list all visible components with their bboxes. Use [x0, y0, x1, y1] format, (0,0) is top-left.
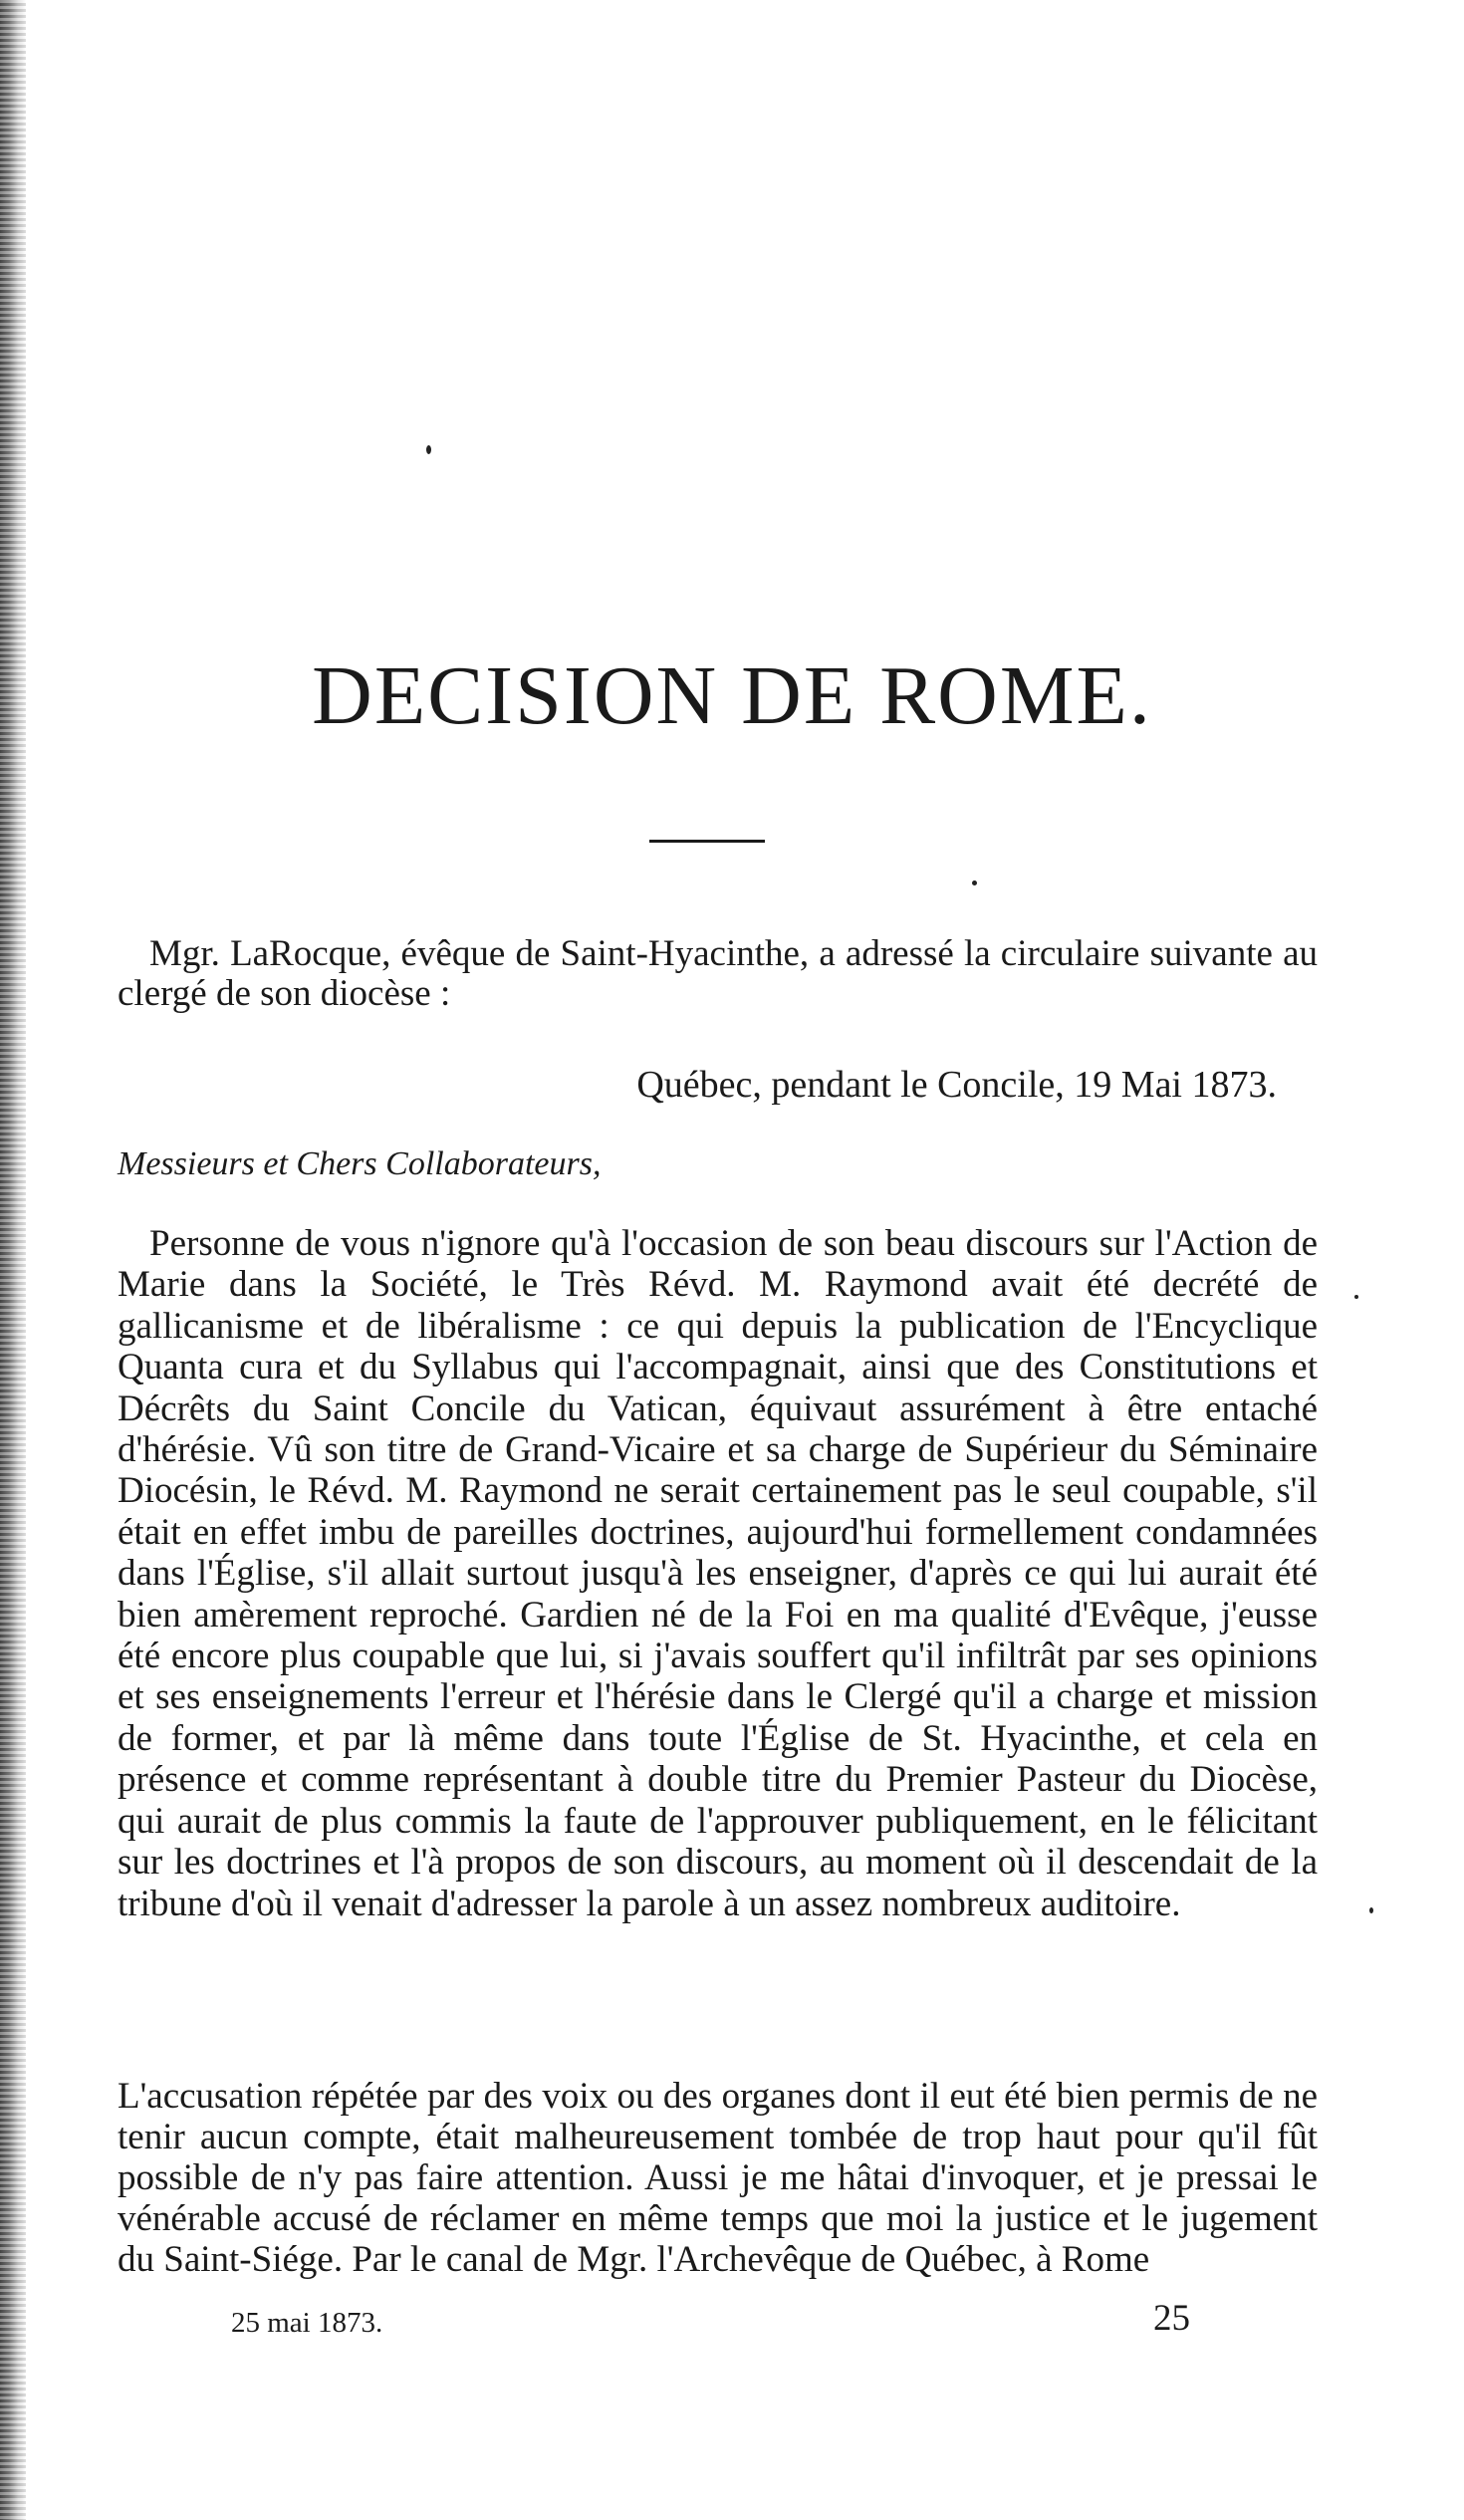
- page-title: DECISION DE ROME.: [312, 649, 1152, 742]
- ink-speck: [972, 881, 977, 885]
- intro-paragraph: Mgr. LaRocque, évêque de Saint-Hyacinthe, a adressé la circulaire suivante au clergé de son diocèse :: [118, 933, 1318, 1014]
- dateline: Québec, pendant le Concile, 19 Mai 1873.: [636, 1064, 1277, 1106]
- body-paragraph-2: L'accusation répétée par des voix ou des organes dont il eut été bien permis de ne tenir aucun compte, était malheureusement tombée de trop haut pour qu'il fût possible de n'y pas faire attention. Aussi je me hâtai d'invoquer, et je pressai le vénérable accusé de réclamer en même temps que moi la justice et le jugement du Saint-Siége. Par le canal de Mgr. l'Archevêque de Québec, à Rome: [118, 2076, 1318, 2280]
- ink-speck: [1354, 1295, 1358, 1299]
- footer-date: 25 mai 1873.: [231, 2307, 383, 2339]
- page-binding-edge: [0, 0, 26, 2520]
- body-paragraph-1: Personne de vous n'ignore qu'à l'occasion de son beau discours sur l'Action de Marie dans la Société, le Très Révd. M. Raymond avait été decrété de gallicanisme et de libéralisme : ce qui depuis la publication de l'Encyclique Quanta cura et du Syllabus qui l'accompagnait, ainsi que des Constitutions et Décrêts du Saint Concile du Vatican, équivaut assurément à être entaché d'hérésie. Vû son titre de Grand-Vicaire et sa charge de Supérieur du Séminaire Diocésin, le Révd. M. Raymond ne serait certainement pas le seul coupable, s'il était en effet imbu de pareilles doctrines, aujourd'hui formellement condamnées dans l'Église, s'il allait surtout jusqu'à les enseigner, d'après ce qui lui aurait été bien amèrement reproché. Gardien né de la Foi en ma qualité d'Evêque, j'eusse été encore plus coupable que lui, si j'avais souffert qu'il infiltrât par ses opinions et ses enseignements l'erreur et l'hérésie dans le Clergé qu'il a charge et mission de former, et par là même dans toute l'Église de St. Hyacinthe, et cela en présence et comme représentant à double titre du Premier Pasteur du Diocèse, qui aurait de plus commis la faute de l'approuver publiquement, en le félicitant sur les doctrines et l'à propos de son discours, au moment où il descendait de la tribune d'où il venait d'adresser la parole à un assez nombreux auditoire.: [118, 1223, 1318, 1924]
- title-rule-divider: [649, 840, 765, 843]
- page-number: 25: [1153, 2298, 1190, 2339]
- ink-speck: [1369, 1907, 1373, 1913]
- ink-speck: [426, 445, 431, 454]
- salutation: Messieurs et Chers Collaborateurs,: [118, 1145, 602, 1182]
